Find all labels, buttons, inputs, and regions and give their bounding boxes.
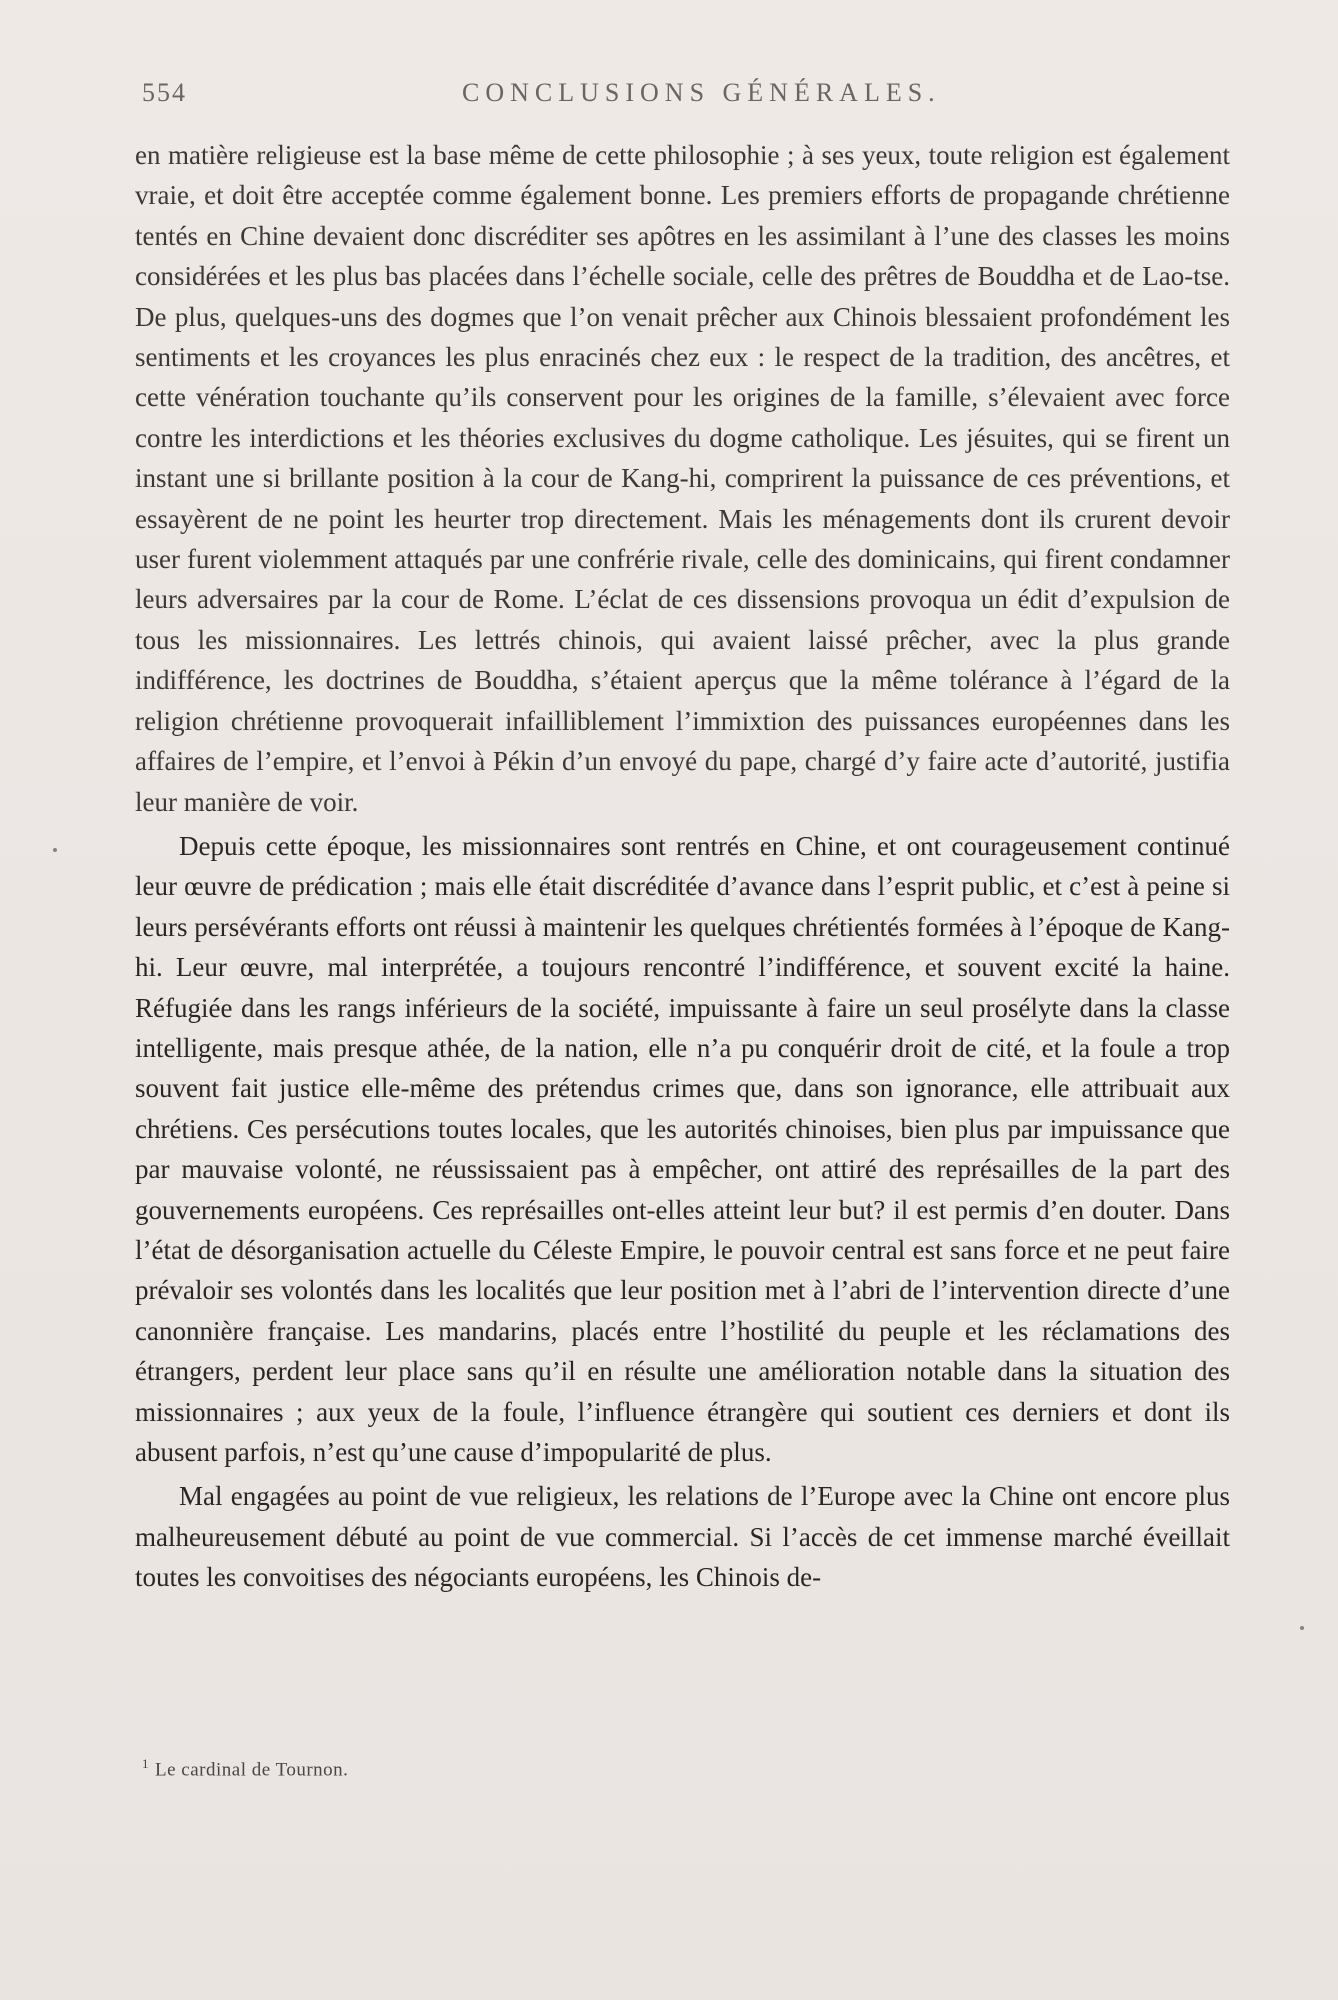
footnote-text: Le cardinal de Tournon. (155, 1759, 349, 1781)
footnote-marker: 1 (142, 1756, 149, 1771)
paragraph-3: Mal engagées au point de vue religieux, les relations de l’Europe avec la Chine ont encore plus malheureusement débuté au point de vue commercial. Si l’accès de cet immense marché éveillait toutes les convoitises des négociants européens, les Chinois de- (135, 1481, 1230, 1593)
body-text (135, 135, 1230, 1598)
paper-speck (53, 848, 57, 852)
paper-speck (1300, 1626, 1304, 1630)
page-number: 554 (142, 78, 187, 107)
paragraph-2: Depuis cette époque, les missionnaires sont rentrés en Chine, et ont courageusement continué leur œuvre de prédication ; mais elle était discréditée d’avance dans l’esprit public, et c’est à peine si leurs persévérants efforts ont réussi à maintenir les quelques chrétientés formées à l’époque de Kang-hi. Leur œuvre, mal interprétée, a toujours rencontré l’indifférence, et souvent excité la haine. Réfugiée dans les rangs inférieurs de la société, impuissante à faire un seul prosélyte dans la classe intelligente, mais presque athée, de la nation, elle n’a pu conquérir droit de cité, et la foule a trop souvent fait justice elle-même des prétendus crimes que, dans son ignorance, elle attribuait aux chrétiens. Ces persécutions toutes locales, que les autorités chinoises, bien plus par impuissance que par mauvaise volonté, ne réussissaient pas à empêcher, ont attiré des représailles de la part des gouvernements européens. Ces représailles ont-elles atteint leur but? il est permis d’en douter. Dans l’état de désorganisation actuelle du Céleste Empire, le pouvoir central est sans force et ne peut faire prévaloir ses volontés dans les localités que leur position met à l’abri de l’intervention directe d’une canonnière française. Les mandarins, placés entre l’hostilité du peuple et les réclamations des étrangers, perdent leur place sans qu’il en résulte une amélioration notable dans la situation des missionnaires ; aux yeux de la foule, l’influence étrangère qui soutient ces derniers et dont ils abusent parfois, n’est qu’une cause d’impopularité de plus. (135, 830, 1230, 1467)
running-head (142, 78, 1232, 118)
footnote (142, 1756, 348, 1781)
running-title: CONCLUSIONS GÉNÉRALES. (462, 78, 941, 107)
paragraph-1: en matière religieuse est la base même de cette philosophie ; à ses yeux, toute religion est également vraie, et doit être acceptée comme également bonne. Les premiers efforts de propagande chrétienne tentés en Chine devaient donc discréditer ses apôtres en les assimilant à l’une des classes les moins considérées et les plus bas placées dans l’échelle sociale, celle des prêtres de Bouddha et de Lao-tse. De plus, quelques-uns des dogmes que l’on venait prêcher aux Chinois blessaient profondément les sentiments et les croyances les plus enracinés chez eux : le respect de la tradition, des ancêtres, et cette vénération touchante qu’ils conservent pour les origines de la famille, s’élevaient avec force contre les interdictions et les théories exclusives du dogme catholique. Les jésuites, qui se firent un instant une si brillante position à la cour de Kang-hi, comprirent la puissance de ces préventions, et essayèrent de ne point les heurter trop directement. Mais les ménagements dont ils crurent devoir user furent violemment attaqués par une confrérie rivale, celle des dominicains, qui firent condamner leurs adversaires par la cour de Rome. L’éclat de ces dissensions provoqua un édit d’expulsion de tous les missionnaires. Les lettrés chinois, qui avaient laissé prêcher, avec la plus grande indifférence, les doctrines de Bouddha, s’étaient aperçus que la même tolérance à l’égard de la religion chrétienne provoquerait infailliblement l’immixtion des puissances européennes dans les affaires de l’empire, et l’envoi à Pékin d’un envoyé du pape, chargé d’y faire acte d’autorité, justifia leur manière de voir. (135, 140, 1230, 817)
